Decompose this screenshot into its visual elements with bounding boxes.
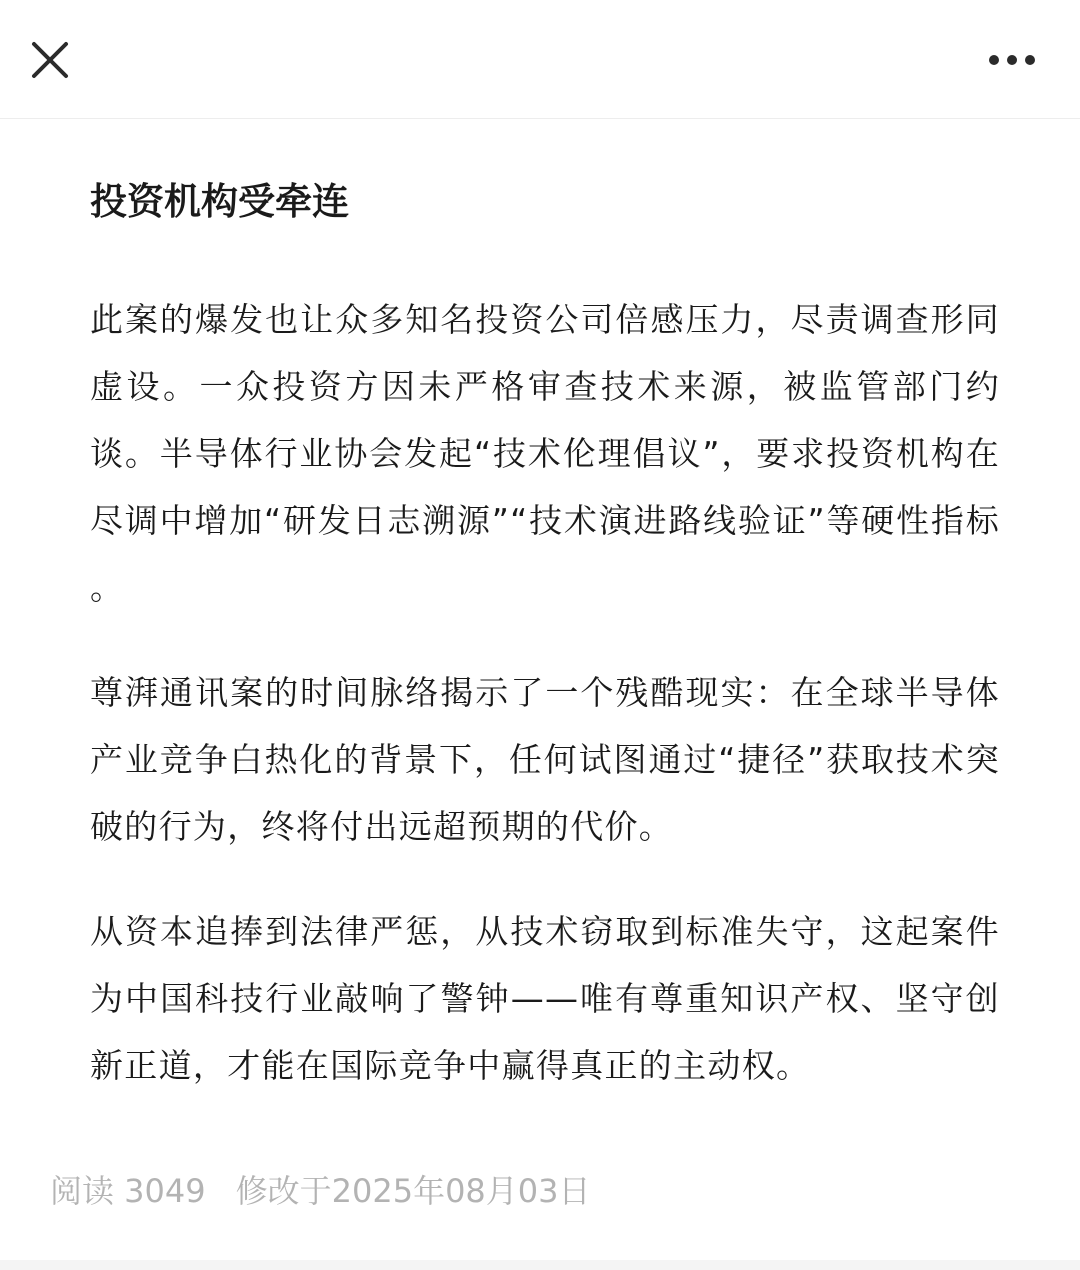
article-paragraph-1: 此案的爆发也让众多知名投资公司倍感压力，尽责调查形同虚设。一众投资方因未严格审查技术来源，被监管部门约谈。半导体行业协会发起“技术伦理倡议”，要求投资机构在尽调中增加“研发日志溯源”“技术演进路线验证”等硬性指标 。 [90, 300, 1000, 607]
modified-date: 修改于2025年08月03日 [235, 1172, 591, 1210]
more-horizontal-icon [978, 35, 1048, 85]
article-body [90, 170, 1000, 1137]
close-button[interactable] [20, 30, 80, 90]
read-count: 阅读 3049 [50, 1172, 206, 1210]
article-meta [50, 1166, 591, 1216]
top-bar [0, 0, 1080, 119]
close-icon [20, 30, 80, 90]
article-paragraph-3: 从资本追捧到法律严惩，从技术窃取到标准失守，这起案件为中国科技行业敲响了警钟——唯有尊重知识产权、坚守创新正道，才能在国际竞争中赢得真正的主动权。 [90, 912, 1000, 1085]
more-options-button[interactable] [978, 35, 1048, 85]
article-paragraph-2: 尊湃通讯案的时间脉络揭示了一个残酷现实：在全球半导体产业竞争白热化的背景下，任何试图通过“捷径”获取技术突破的行为，终将付出远超预期的代价。 [90, 673, 1000, 846]
article-title: 投资机构受牵连 [90, 180, 349, 223]
bottom-divider [0, 1260, 1080, 1270]
